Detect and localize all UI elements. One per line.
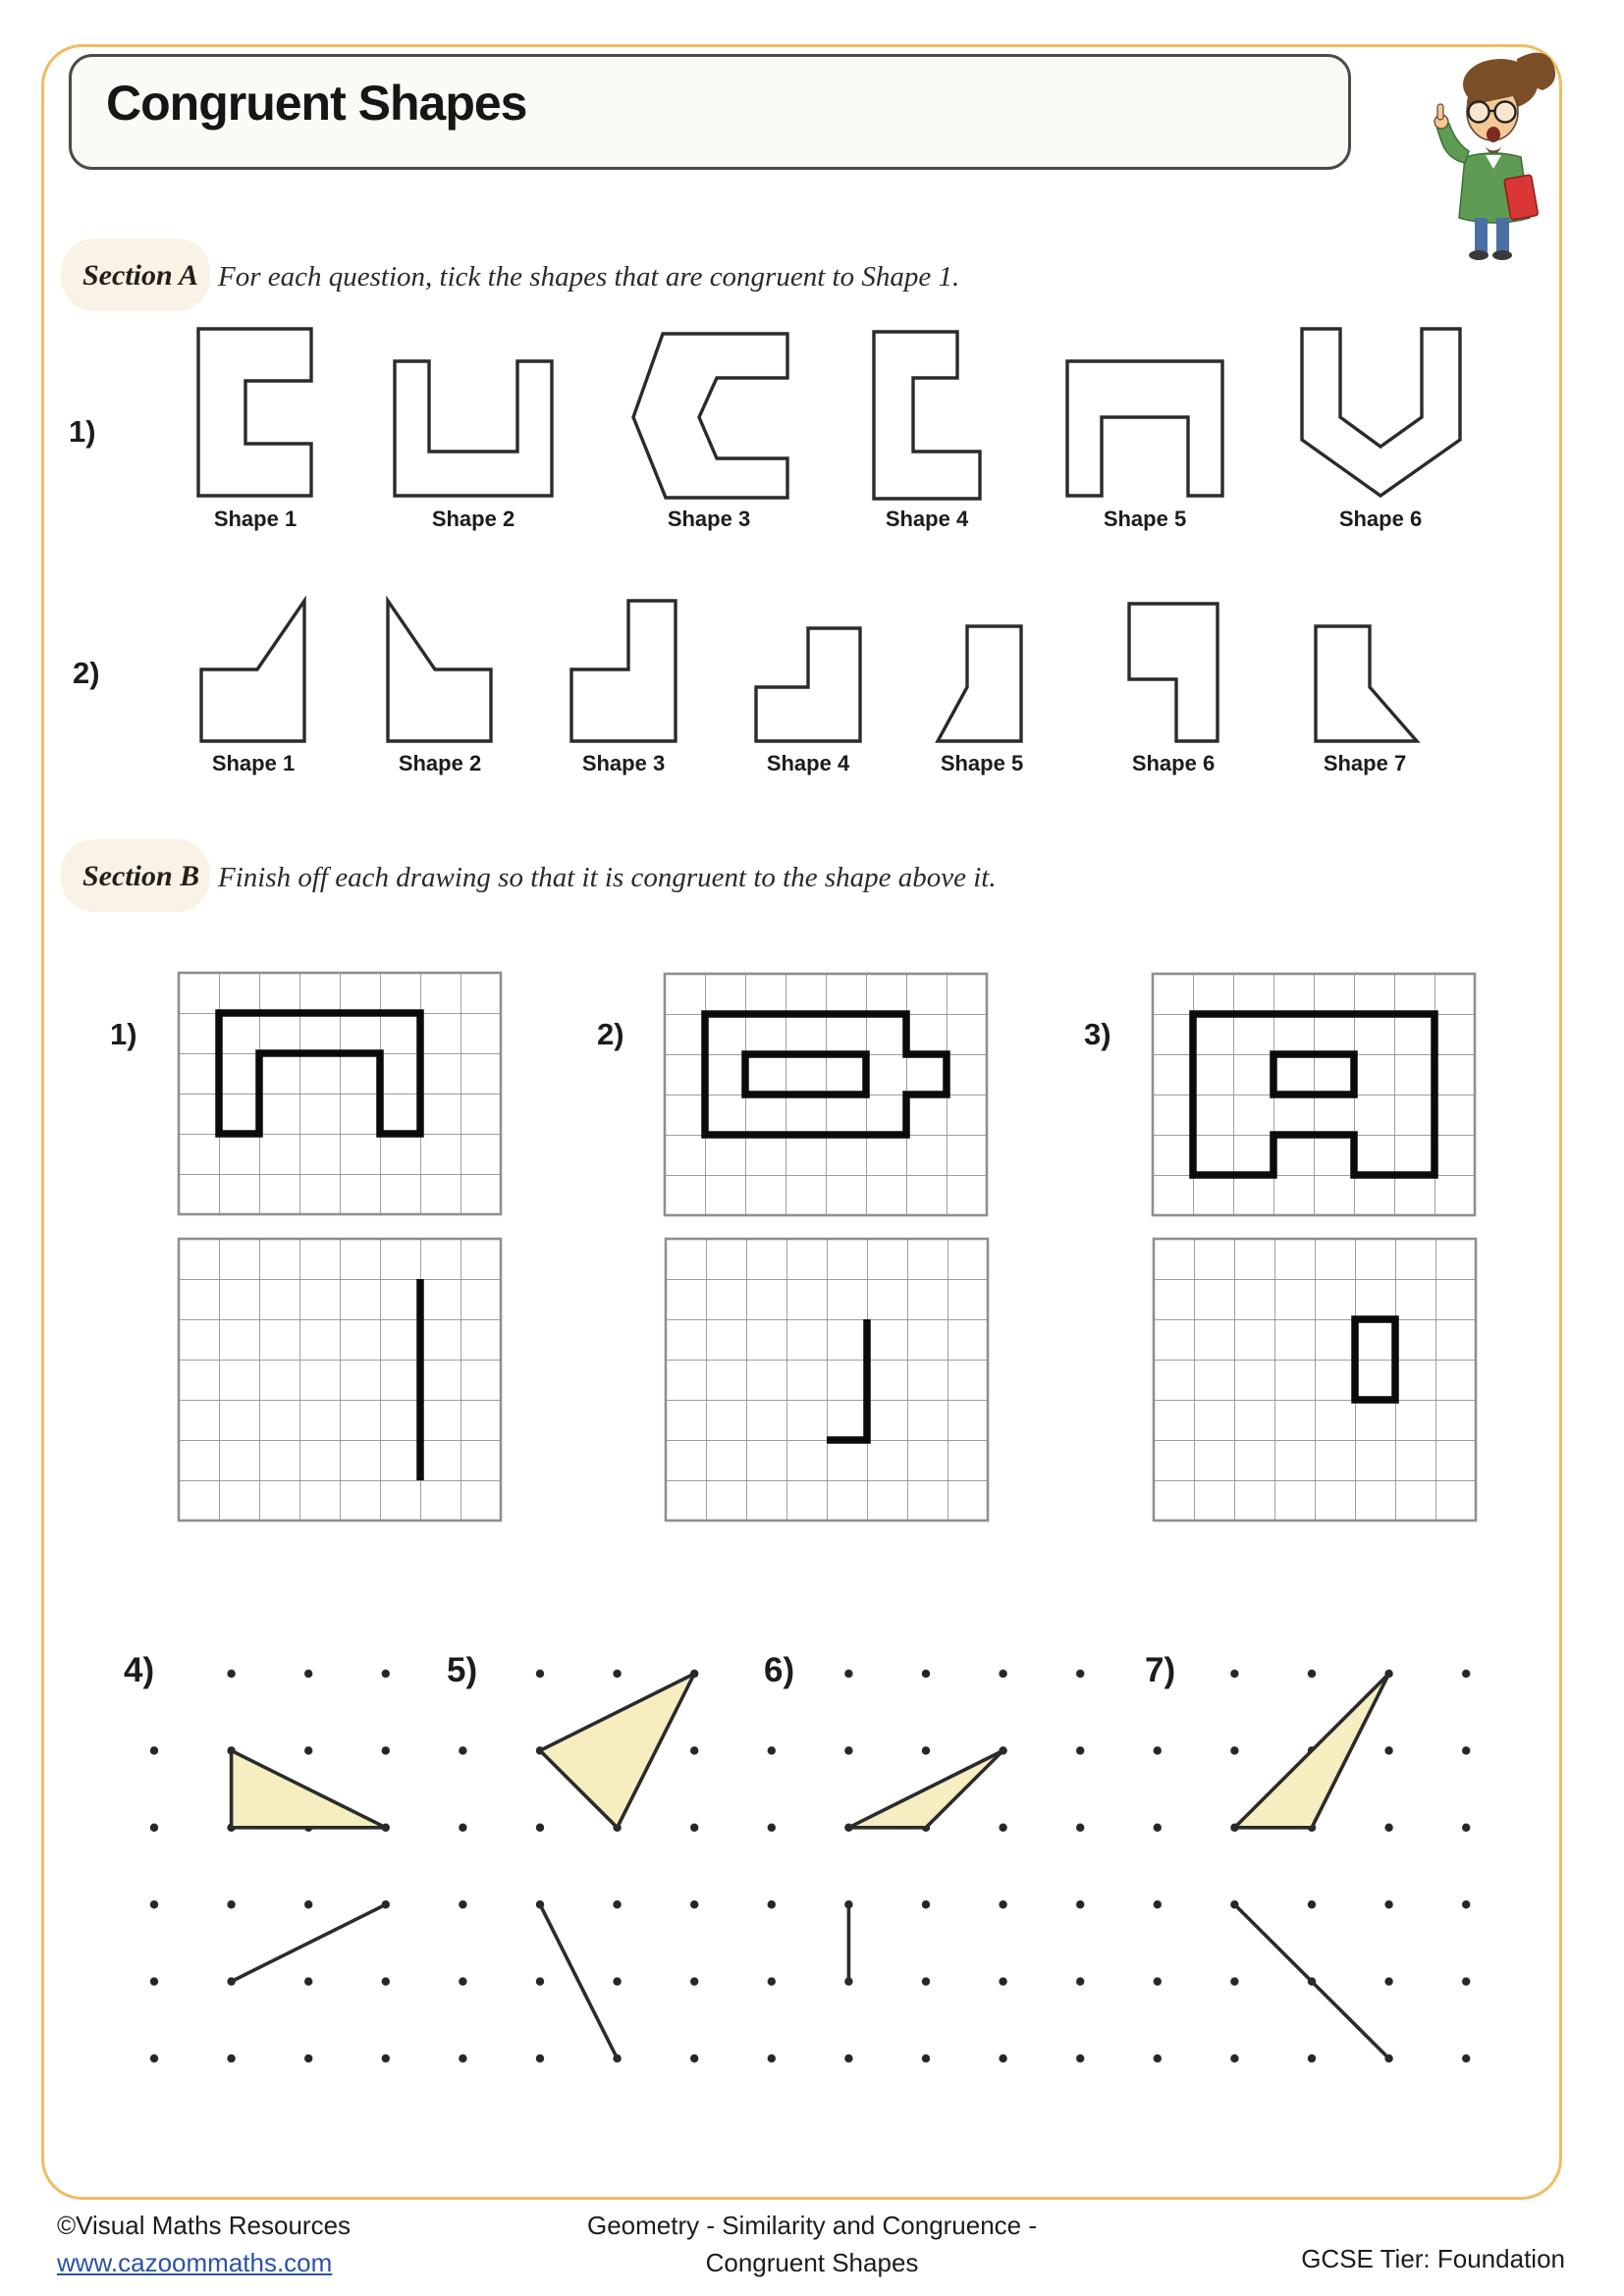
section-b-label: Section B xyxy=(82,860,200,892)
dot-question-7-number: 7) xyxy=(1145,1651,1176,1689)
q2-shape-6-label: Shape 6 xyxy=(1131,751,1216,775)
q2-shape-4-label: Shape 4 xyxy=(766,751,850,775)
grid-b3-bottom[interactable] xyxy=(1154,1239,1476,1521)
section-a-instruction: For each question, tick the shapes that are congruent to Shape 1. xyxy=(218,261,960,293)
q1-shape-6-label: Shape 6 xyxy=(1338,507,1423,531)
q2-shape-4-polygon[interactable] xyxy=(756,628,860,741)
q2-shape-7-label: Shape 7 xyxy=(1323,751,1407,775)
section-b-instruction: Finish off each drawing so that it is congruent to the shape above it. xyxy=(218,862,997,893)
q1-shape-3-polygon[interactable] xyxy=(633,334,787,498)
grid-b2-bottom[interactable] xyxy=(666,1239,988,1521)
footer-website-link[interactable]: www.cazoommaths.com xyxy=(57,2248,333,2277)
dot-question-5-number: 5) xyxy=(447,1651,478,1689)
grid-b2-top[interactable] xyxy=(665,974,987,1215)
q2-shape-5-label: Shape 5 xyxy=(940,751,1024,775)
q1-shape-1-label: Shape 1 xyxy=(213,507,298,531)
grid-question-1-number: 1) xyxy=(110,1017,137,1051)
q1-shape-2-polygon[interactable] xyxy=(395,361,552,496)
grid-question-2-number: 2) xyxy=(597,1017,624,1051)
q2-shape-3-polygon[interactable] xyxy=(571,601,676,741)
footer-topic-line2: Congruent Shapes xyxy=(705,2248,919,2277)
q2-shape-3-label: Shape 3 xyxy=(581,751,666,775)
footer-copyright: ©Visual Maths Resources xyxy=(57,2211,352,2240)
question-2-number: 2) xyxy=(73,656,100,690)
teacher-illustration xyxy=(1435,53,1555,260)
q2-shape-1-polygon[interactable] xyxy=(201,601,304,741)
dot-grid[interactable] xyxy=(116,1635,1505,2097)
dot-question-6-number: 6) xyxy=(764,1651,795,1689)
section-a-label: Section A xyxy=(82,259,199,292)
footer-topic xyxy=(493,2207,1131,2281)
q1-shape-4-polygon[interactable] xyxy=(874,332,980,499)
grid-b1-top[interactable] xyxy=(179,973,501,1214)
q2-shape-2-label: Shape 2 xyxy=(398,751,482,775)
q1-shape-2-label: Shape 2 xyxy=(431,507,515,531)
q1-shape-4-label: Shape 4 xyxy=(885,507,969,531)
question-2-shapes[interactable] xyxy=(201,601,1417,741)
grid-question-3-number: 3) xyxy=(1084,1017,1111,1051)
q1-shape-3-label: Shape 3 xyxy=(667,507,751,531)
q2-shape-1-label: Shape 1 xyxy=(211,751,296,775)
question-1-shapes[interactable] xyxy=(198,329,1460,499)
q1-shape-5-polygon[interactable] xyxy=(1067,361,1222,496)
q1-shape-5-label: Shape 5 xyxy=(1103,507,1187,531)
footer-topic-line1: Geometry - Similarity and Congruence - xyxy=(586,2211,1038,2240)
grid-b3-top[interactable] xyxy=(1153,974,1475,1215)
question-1-number: 1) xyxy=(69,414,96,449)
q2-shape-6-polygon[interactable] xyxy=(1129,604,1218,741)
q2-shape-7-polygon[interactable] xyxy=(1316,626,1417,741)
q2-shape-2-polygon[interactable] xyxy=(388,601,491,741)
q1-shape-1-polygon[interactable] xyxy=(198,329,311,496)
page-title: Congruent Shapes xyxy=(106,76,527,131)
dot-question-4-number: 4) xyxy=(124,1651,155,1689)
q1-shape-6-polygon[interactable] xyxy=(1302,329,1460,496)
footer-tier: GCSE Tier: Foundation xyxy=(1301,2244,1565,2273)
footer-left xyxy=(57,2207,351,2281)
grid-b1-bottom[interactable] xyxy=(179,1239,501,1521)
q2-shape-5-polygon[interactable] xyxy=(938,626,1021,741)
